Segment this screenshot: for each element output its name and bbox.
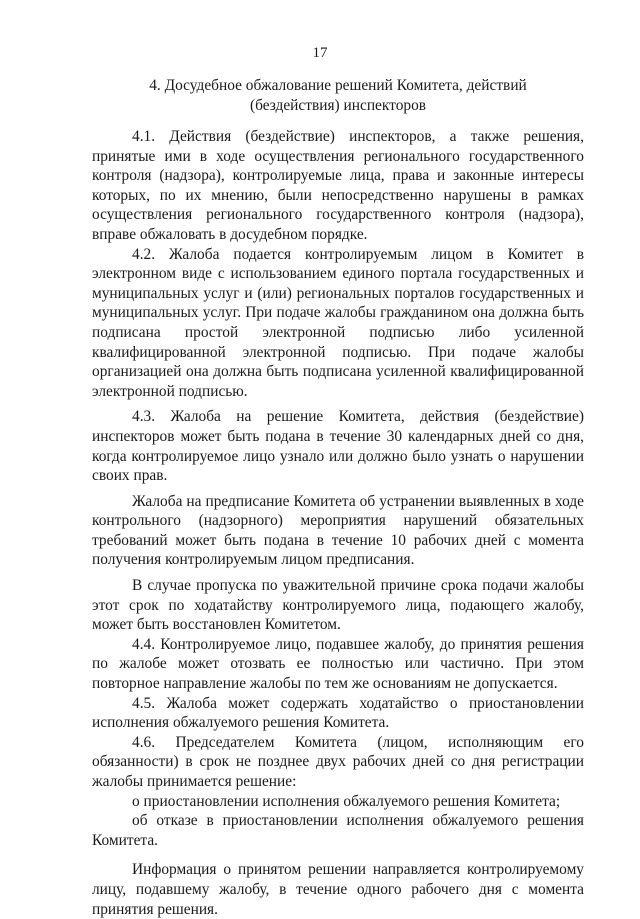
paragraph-4-2: 4.2. Жалоба подается контролируемым лицом в Комитет в электронном виде с использованием единого портала государственных и муниципальных услуг и (или) региональных порталов государственных и муниципальных услуг. При подаче жалобы гражданином она должна быть подписана простой электронной подписью либо усиленной квалифицированной электронной подписью. При подаче жалобы организацией она должна быть подписана усиленной квалифицированной электронной подписью. — [92, 245, 584, 400]
paragraph-prescription-appeal: Жалоба на предписание Комитета об устранении выявленных в ходе контрольного (надзорного) мероприятия нарушений обязательных требований может быть подана в течение 10 рабочих дней с момента получения контролируемым лицом предписания. — [92, 492, 584, 569]
document-body — [92, 127, 584, 919]
paragraph-4-4: 4.4. Контролируемое лицо, подавшее жалобу, до принятия решения по жалобе может отозвать ее полностью или частично. При этом повторное направление жалобы по тем же основаниям не допускается. — [92, 635, 584, 693]
paragraph-deadline-restore: В случае пропуска по уважительной причине срока подачи жалобы этот срок по ходатайству контролируемого лица, подающего жалобу, может быть восстановлен Комитетом. — [92, 577, 584, 634]
paragraph-suspension-decision: о приостановлении исполнения обжалуемого решения Комитета; — [132, 792, 561, 810]
paragraph-4-3: 4.3. Жалоба на решение Комитета, действия (бездействие) инспекторов может быть подана в течение 30 календарных дней со дня, когда контролируемое лицо узнало или должно было узнать о нарушении своих прав. — [92, 408, 584, 485]
section-title — [92, 76, 584, 116]
paragraph-4-5: 4.5. Жалоба может содержать ходатайство о приостановлении исполнения обжалуемого решения Комитета. — [92, 694, 584, 732]
section-title-line-1: 4. Досудебное обжалование решений Комитета, действий — [149, 77, 527, 94]
paragraph-refusal-decision: об отказе в приостановлении исполнения обжалуемого решения Комитета. — [92, 812, 584, 849]
paragraph-4-1: 4.1. Действия (бездействие) инспекторов, а также решения, принятые ими в ходе осуществления регионального государственного контроля (надзора), контролируемые лица, права и законные интересы которых, по их мнению, были непосредственно нарушены в рамках осуществления регионального государственного контроля (надзора), вправе обжаловать в досудебном порядке. — [92, 128, 584, 243]
paragraph-4-6: 4.6. Председателем Комитета (лицом, исполняющим его обязанности) в срок не позднее двух рабочих дней со дня регистрации жалобы принимается решение: — [92, 733, 584, 790]
section-title-line-2: (бездействия) инспекторов — [249, 97, 427, 114]
paragraph-decision-notice: Информация о принятом решении направляется контролируемому лицу, подавшему жалобу, в течение одного рабочего дня с момента принятия решения. — [92, 861, 584, 918]
page-number: 17 — [312, 45, 328, 61]
